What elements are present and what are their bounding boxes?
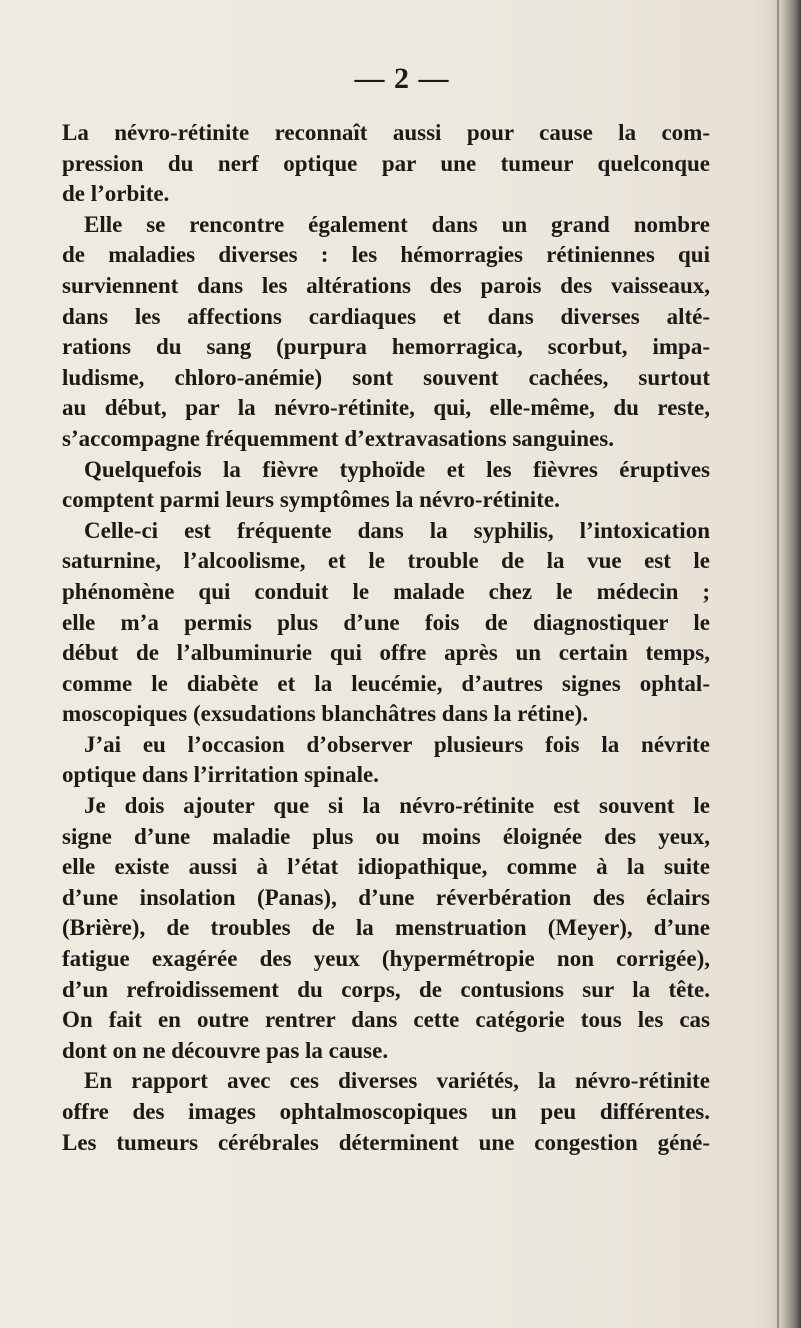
text-line: de l’orbite.	[62, 181, 170, 207]
text-line: offre des images ophtalmoscopiques un peu différentes.	[62, 1099, 710, 1124]
text-line: Quelquefois la fièvre typhoïde et les fièvres éruptives	[84, 456, 710, 482]
text-line: On fait en outre rentrer dans cette catégorie tous les cas	[62, 1007, 710, 1033]
text-line: surviennent dans les altérations des parois des vaisseaux,	[62, 272, 710, 298]
text-line: début de l’albuminurie qui offre après un certain temps,	[62, 640, 710, 666]
page-edge-line	[777, 0, 779, 1328]
text-line: moscopiques (exsudations blanchâtres dans la rétine).	[62, 701, 589, 727]
text-line: signe d’une maladie plus ou moins éloignée des yeux,	[62, 823, 710, 849]
text-line: saturnine, l’alcoolisme, et le trouble de la vue est le	[62, 548, 710, 574]
text-line: de maladies diverses : les hémorragies rétiniennes qui	[62, 242, 710, 268]
text-line: En rapport avec ces diverses variétés, la névro-rétinite	[84, 1068, 710, 1094]
body-text	[62, 118, 710, 1158]
text-line: (Brière), de troubles de la menstruation (Meyer), d’une	[62, 915, 710, 941]
text-line: d’une insolation (Panas), d’une réverbération des éclairs	[62, 884, 710, 910]
text-line: dans les affections cardiaques et dans diverses alté-	[62, 303, 710, 329]
text-line: fatigue exagérée des yeux (hypermétropie non corrigée),	[62, 946, 710, 972]
text-line: Elle se rencontre également dans un grand nombre	[84, 211, 710, 237]
page-number: — 2 —	[354, 62, 450, 95]
text-line: Celle-ci est fréquente dans la syphilis, l’intoxication	[84, 517, 710, 543]
page-gutter-shadow	[767, 0, 801, 1328]
text-line: dont on ne découvre pas la cause.	[62, 1037, 389, 1063]
text-line: ludisme, chloro-anémie) sont souvent cachées, surtout	[62, 364, 710, 390]
text-line: elle m’a permis plus d’une fois de diagnostiquer le	[62, 609, 710, 635]
text-line: La névro-rétinite reconnaît aussi pour cause la com-	[62, 120, 710, 145]
text-line: s’accompagne fréquemment d’extravasations sanguines.	[62, 425, 614, 451]
text-line: phénomène qui conduit le malade chez le médecin ;	[62, 578, 710, 604]
text-line: elle existe aussi à l’état idiopathique, comme à la suite	[62, 854, 710, 880]
text-line: d’un refroidissement du corps, de contusions sur la tête.	[62, 976, 710, 1002]
text-line: comptent parmi leurs symptômes la névro-rétinite.	[62, 487, 560, 513]
text-line: pression du nerf optique par une tumeur quelconque	[62, 150, 710, 176]
text-line: optique dans l’irritation spinale.	[62, 762, 379, 788]
text-line: Je dois ajouter que si la névro-rétinite est souvent le	[84, 793, 710, 819]
text-line: au début, par la névro-rétinite, qui, elle-même, du reste,	[62, 395, 710, 421]
text-line: Les tumeurs cérébrales déterminent une congestion géné-	[62, 1129, 710, 1155]
text-line: rations du sang (purpura hemorragica, scorbut, impa-	[62, 334, 710, 360]
text-line: J’ai eu l’occasion d’observer plusieurs fois la névrite	[84, 731, 710, 757]
text-line: comme le diabète et la leucémie, d’autres signes ophtal-	[62, 670, 710, 696]
